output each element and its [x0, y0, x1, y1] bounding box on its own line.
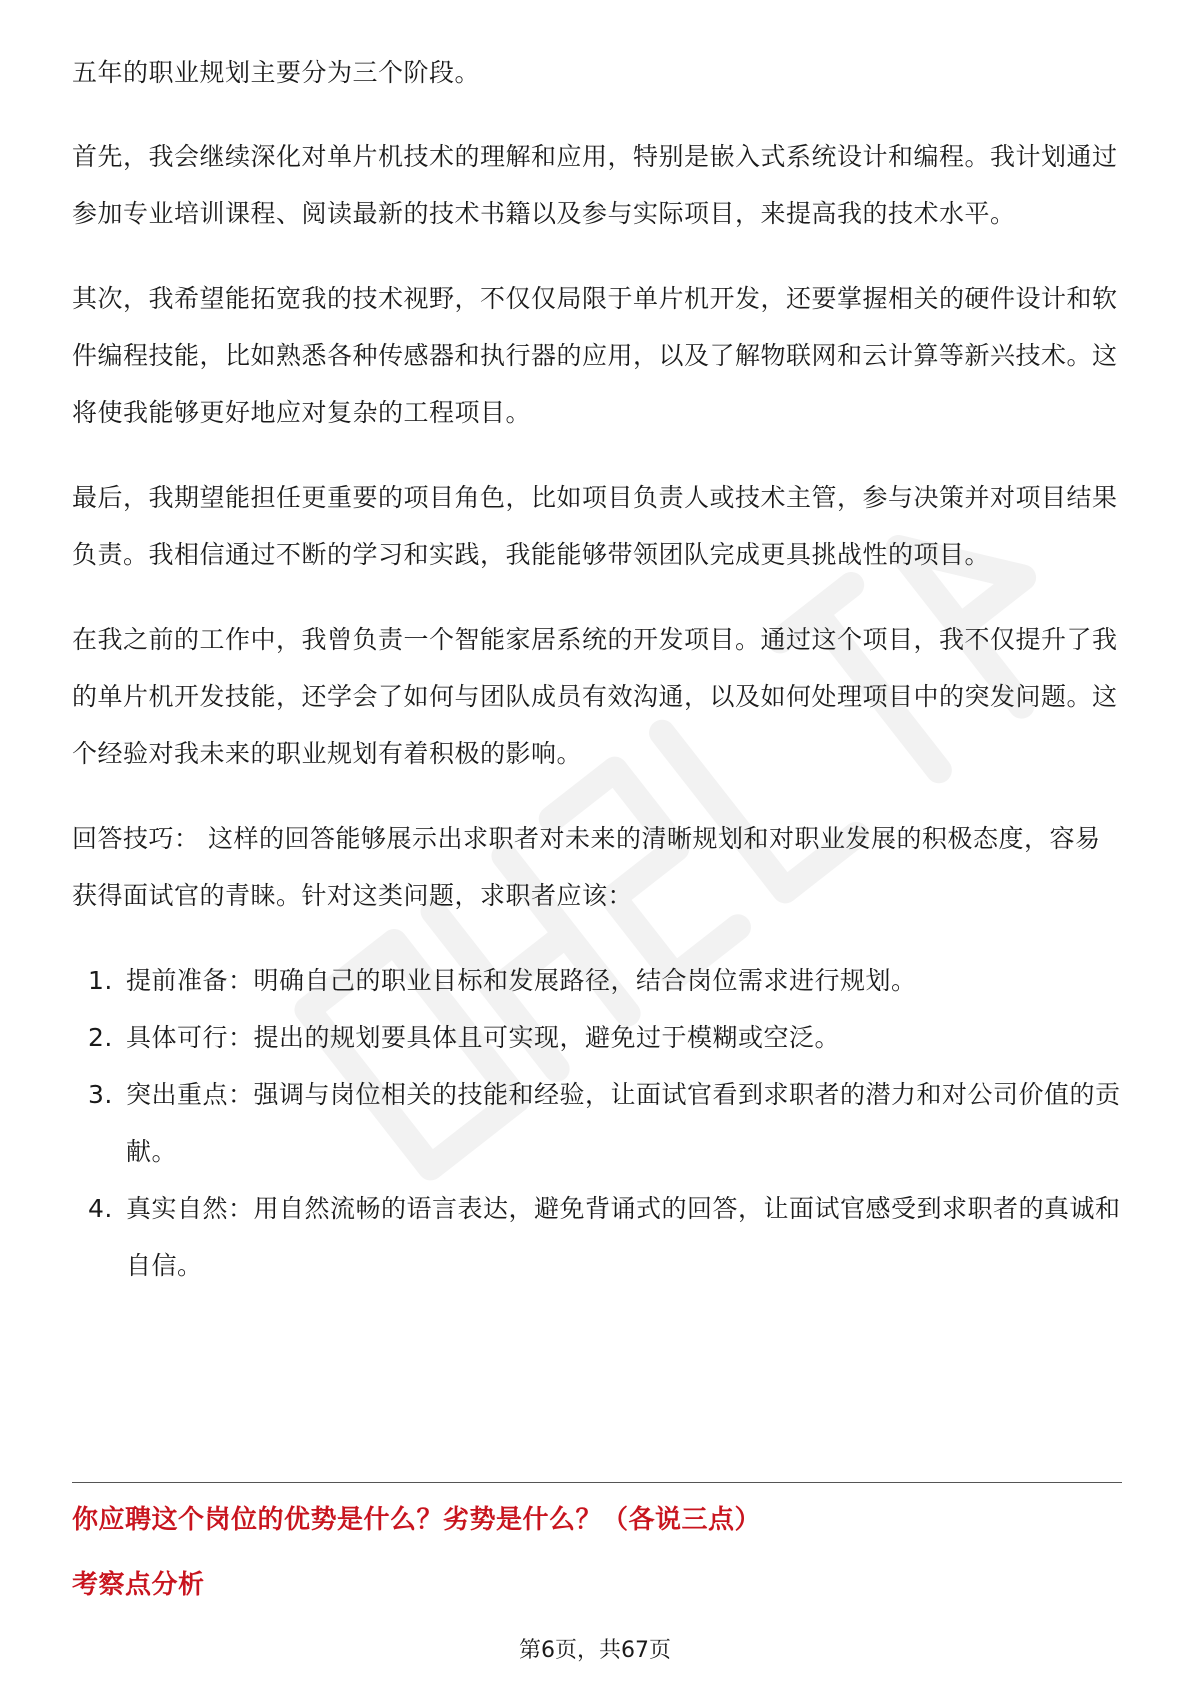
list-item-text: 提前准备：明确自己的职业目标和发展路径，结合岗位需求进行规划。	[126, 966, 917, 995]
list-item	[72, 1066, 1122, 1180]
stage-two-paragraph: 其次，我希望能拓宽我的技术视野，不仅仅局限于单片机开发，还要掌握相关的硬件设计和软件编程技能，比如熟悉各种传感器和执行器的应用，以及了解物联网和云计算等新兴技术。这将使我能够更好地应对复杂的工程项目。	[72, 284, 1118, 427]
analysis-heading: 考察点分析	[72, 1570, 205, 1600]
tips-list	[72, 952, 1122, 1294]
intro-paragraph: 五年的职业规划主要分为三个阶段。	[72, 58, 481, 87]
next-question-heading: 你应聘这个岗位的优势是什么？劣势是什么？（各说三点）	[72, 1505, 762, 1535]
list-item	[72, 952, 1122, 1009]
list-item-text: 具体可行：提出的规划要具体且可实现，避免过于模糊或空泛。	[126, 1023, 841, 1052]
page-number-footer: 第6页，共67页	[519, 1638, 671, 1663]
answer-tips-paragraph: 回答技巧： 这样的回答能够展示出求职者对未来的清晰规划和对职业发展的积极态度，容易获得面试官的青睐。针对这类问题，求职者应该：	[72, 824, 1101, 910]
list-item-number: 2.	[88, 1023, 113, 1052]
list-item-number: 1.	[88, 966, 113, 995]
experience-paragraph: 在我之前的工作中，我曾负责一个智能家居系统的开发项目。通过这个项目，我不仅提升了我的单片机开发技能，还学会了如何与团队成员有效沟通，以及如何处理项目中的突发问题。这个经验对我未来的职业规划有着积极的影响。	[72, 625, 1118, 768]
main-content	[72, 44, 1122, 1294]
list-item-number: 3.	[88, 1080, 113, 1109]
stage-one-paragraph: 首先，我会继续深化对单片机技术的理解和应用，特别是嵌入式系统设计和编程。我计划通过参加专业培训课程、阅读最新的技术书籍以及参与实际项目，来提高我的技术水平。	[72, 142, 1118, 228]
list-item	[72, 1009, 1122, 1066]
list-item-text: 真实自然：用自然流畅的语言表达，避免背诵式的回答，让面试官感受到求职者的真诚和自信。	[126, 1194, 1121, 1280]
stage-three-paragraph: 最后，我期望能担任更重要的项目角色，比如项目负责人或技术主管，参与决策并对项目结果负责。我相信通过不断的学习和实践，我能能够带领团队完成更具挑战性的项目。	[72, 483, 1118, 569]
list-item-text: 突出重点：强调与岗位相关的技能和经验，让面试官看到求职者的潜力和对公司价值的贡献。	[126, 1080, 1121, 1166]
section-divider	[72, 1482, 1122, 1483]
list-item-number: 4.	[88, 1194, 113, 1223]
list-item	[72, 1180, 1122, 1294]
